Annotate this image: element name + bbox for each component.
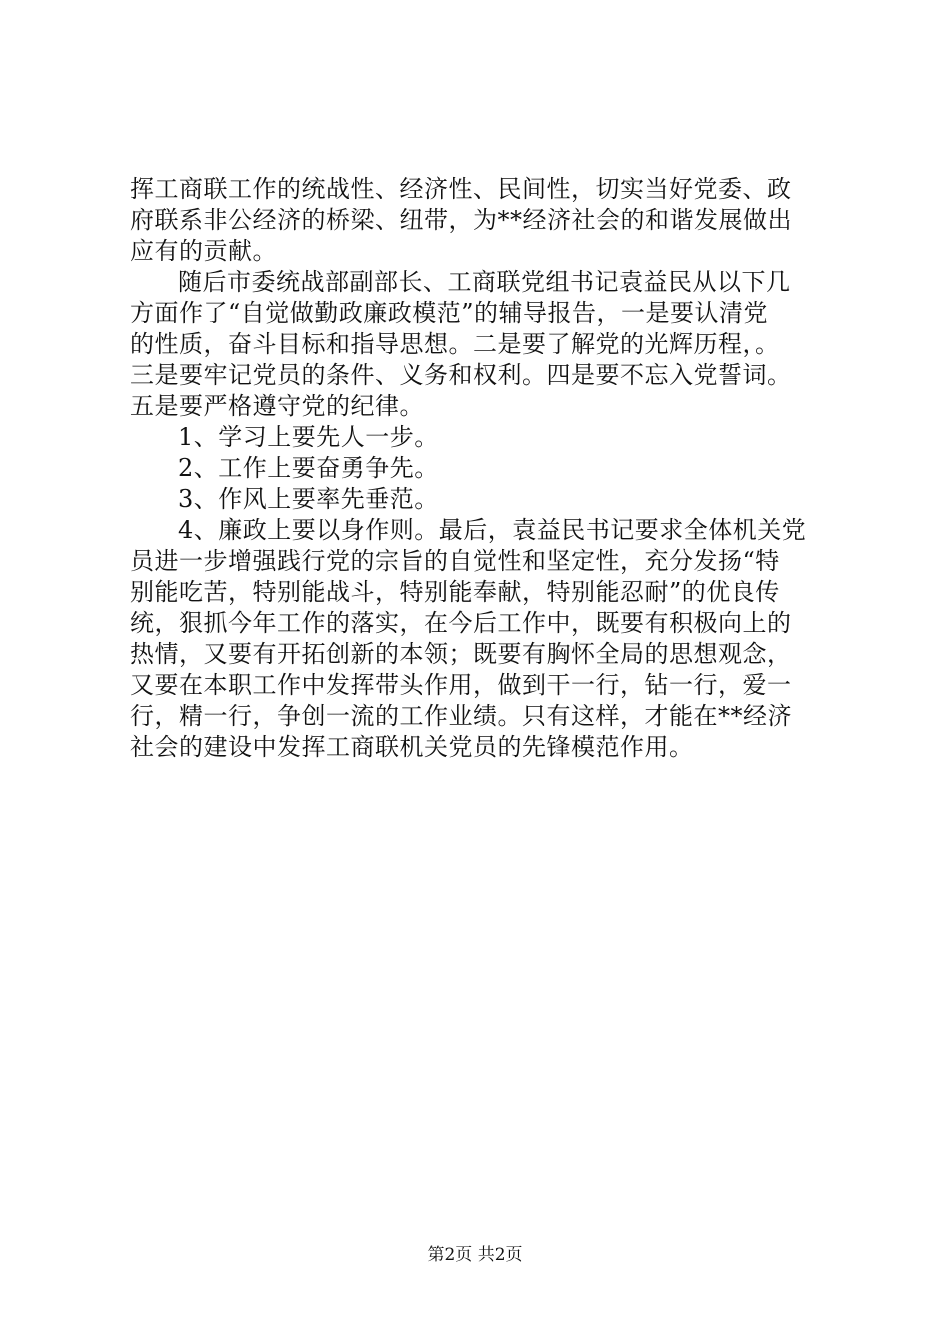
list-item-line: 1、学习上要先人一步。 [178, 423, 439, 451]
text-line: 统，狠抓今年工作的落实，在今后工作中，既要有积极向上的 [130, 609, 792, 637]
text-line: 挥工商联工作的统战性、经济性、民间性，切实当好党委、政 [130, 175, 792, 203]
text-line: 三是要牢记党员的条件、义务和权利。四是要不忘入党誓词。 [130, 361, 792, 389]
document-body [130, 174, 830, 763]
list-item-line: 3、作风上要率先垂范。 [178, 485, 439, 513]
list-item-line: 4、廉政上要以身作则。最后，袁益民书记要求全体机关党 [178, 516, 807, 544]
text-line: 热情，又要有开拓创新的本领；既要有胸怀全局的思想观念， [130, 640, 792, 668]
text-line: 员进一步增强践行党的宗旨的自觉性和坚定性，充分发扬“特 [130, 547, 780, 575]
text-line: 社会的建设中发挥工商联机关党员的先锋模范作用。 [130, 733, 694, 761]
text-line: 的性质，奋斗目标和指导思想。二是要了解党的光辉历程，。 [130, 330, 780, 358]
text-line: 行，精一行，争创一流的工作业绩。只有这样，才能在**经济 [130, 702, 792, 730]
text-line: 别能吃苦，特别能战斗，特别能奉献，特别能忍耐”的优良传 [130, 578, 780, 606]
text-line: 方面作了“自觉做勤政廉政模范”的辅导报告，一是要认清党 [130, 299, 769, 327]
page-number-footer: 第2页 共2页 [427, 1245, 523, 1265]
text-line: 府联系非公经济的桥梁、纽带，为**经济社会的和谐发展做出 [130, 206, 792, 234]
text-line: 应有的贡献。 [130, 237, 277, 265]
text-line: 五是要严格遵守党的纪律。 [130, 392, 424, 420]
text-line: 又要在本职工作中发挥带头作用，做到干一行，钻一行，爱一 [130, 671, 792, 699]
paragraph-start-line: 随后市委统战部副部长、工商联党组书记袁益民从以下几 [178, 268, 791, 296]
list-item-line: 2、工作上要奋勇争先。 [178, 454, 439, 482]
